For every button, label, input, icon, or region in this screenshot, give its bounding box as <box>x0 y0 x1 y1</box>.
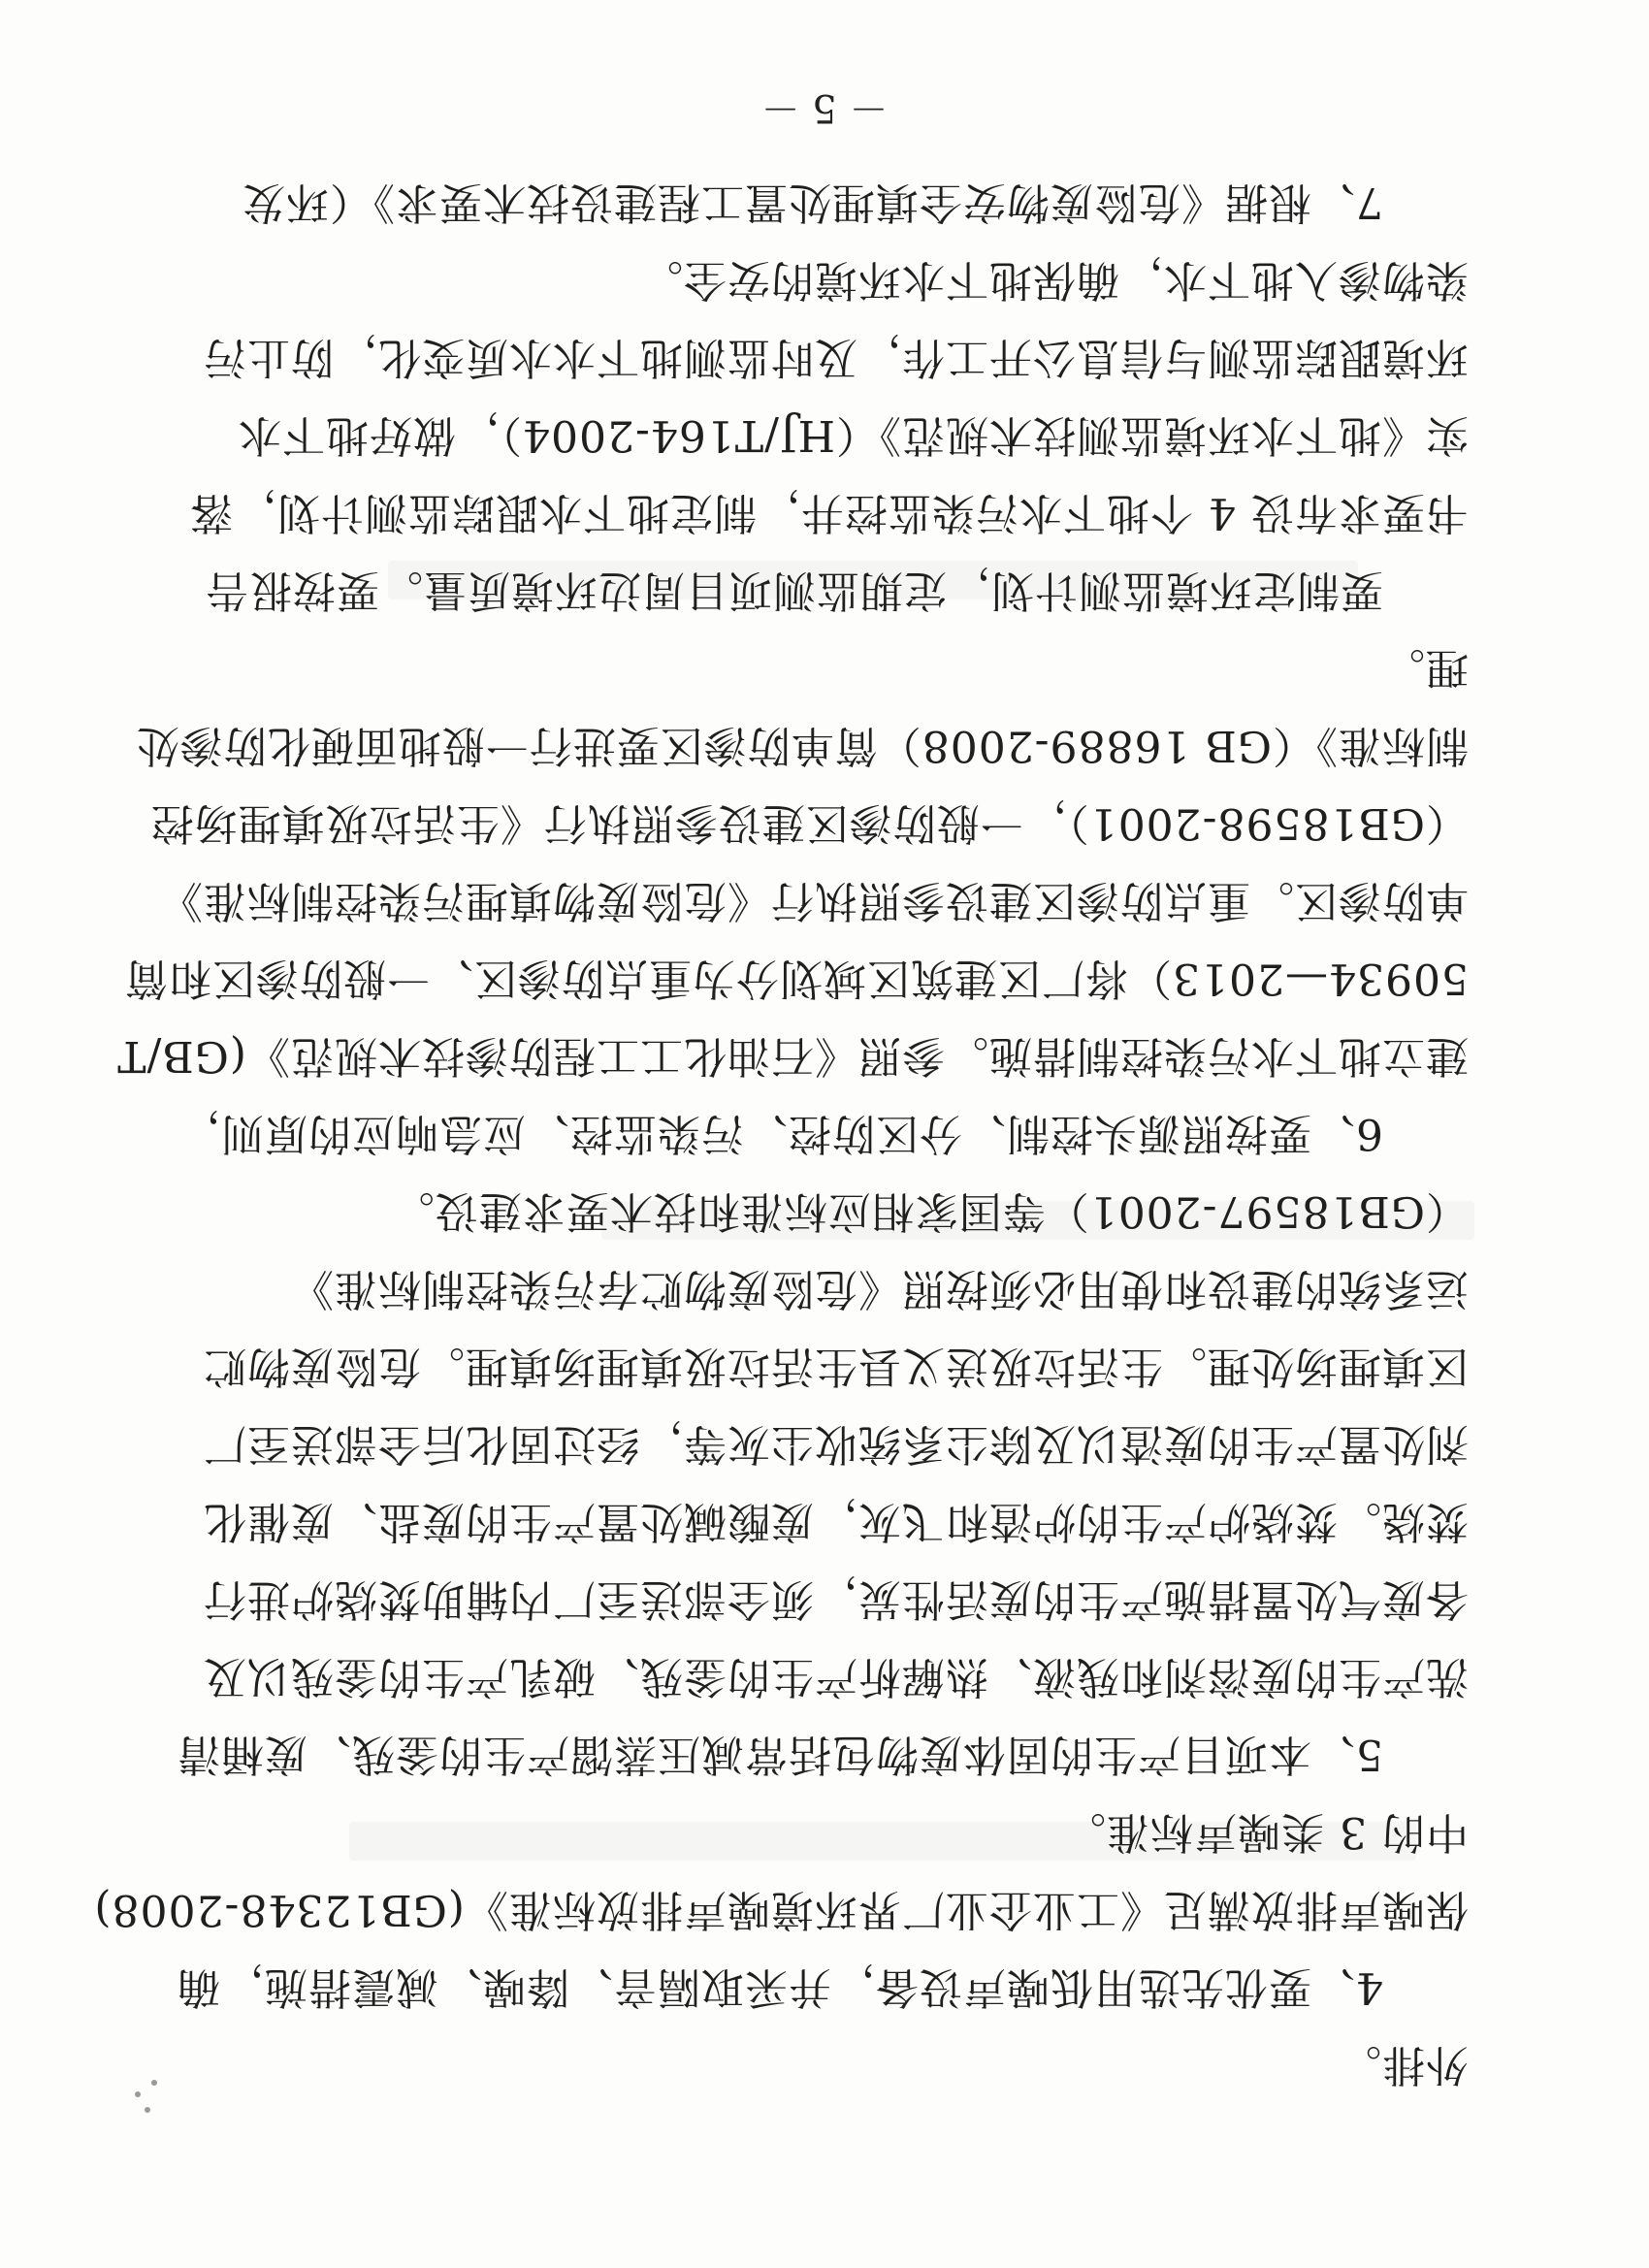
text-line: 6、要按照源头控制、分区防控、污染监控、应急响应的原则， <box>177 1109 1383 1158</box>
text-line: 外排。 <box>1338 2040 1469 2090</box>
text-line: 实《地下水环境监测技术规范》（HJ/T164-2004），做好地下水 <box>237 410 1469 460</box>
scan-speck <box>135 2091 141 2097</box>
text-line: 各废气处置措施产生的废活性炭，须全部送至厂内辅助焚烧炉进行 <box>203 1574 1469 1624</box>
text-line: 5、本项目产生的固体废物包括常减压蒸馏产生的釜残、废桶清 <box>177 1730 1383 1779</box>
text-line: 染物渗入地下水，确保地下水环境的安全。 <box>639 255 1469 305</box>
text-line: 中的 3 类噪声标准。 <box>1062 1807 1469 1857</box>
text-line: 单防渗区。重点防渗区建设参照执行《危险废物填埋污染控制标准》 <box>159 876 1469 925</box>
text-line: （GB18597-2001）等国家相应标准和技术要求建设。 <box>390 1186 1469 1236</box>
text-line: 建立地下水污染控制措施。参照《石油化工工程防渗技术规范》(GB/T <box>116 1031 1469 1081</box>
page-number: － 5 － <box>760 85 889 130</box>
text-line: 书要求布设 4 个地下水污染监控井，制定地下水跟踪监测计划，落 <box>189 488 1469 537</box>
text-line: 50934—2013）将厂区建筑区域划分为重点防渗区、一般防渗区和简 <box>124 954 1469 1003</box>
text-line: 理。 <box>1381 643 1469 693</box>
text-line: 4、要优先选用低噪声设备，并采取隔音、降噪、减震措施，确 <box>177 1962 1383 2012</box>
text-line: 洗产生的废溶剂和残液、热解析产生的釜残、破乳产生的釜残以及 <box>203 1652 1469 1701</box>
text-line: 剂处置产生的废渣以及除尘系统收尘灰等，经过固化后全部送至厂 <box>203 1419 1469 1469</box>
scan-speck <box>145 2107 150 2113</box>
text-line: 要制定环境监测计划，定期监测项目周边环境质量。要按报告 <box>205 566 1383 615</box>
text-line: 运系统的建设和使用必须按照《危险废物贮存污染控制标准》 <box>290 1264 1469 1313</box>
text-line: （GB18598-2001），一般防渗区建设参照执行《生活垃圾填埋场控 <box>149 798 1469 848</box>
text-line: 环境跟踪监测与信息公开工作，及时监测地下水水质变化，防止污 <box>203 333 1469 382</box>
text-line: 制标准》（GB 16889-2008）简单防渗区要进行一般地面硬化防渗处 <box>135 721 1469 770</box>
scan-speck <box>151 2080 157 2086</box>
text-line: 7、根据《危险废物安全填埋处置工程建设技术要求》（环发 <box>242 178 1383 227</box>
text-line: 保噪声排放满足《工业企业厂界环境噪声排放标准》(GB12348-2008) <box>93 1885 1469 1934</box>
text-line: 区填埋场处理。生活垃圾送义县生活垃圾填埋场填埋。危险废物贮 <box>203 1342 1469 1391</box>
text-line: 焚烧。焚烧炉产生的炉渣和飞灰，废酸碱处置产生的废盐、废催化 <box>203 1497 1469 1546</box>
